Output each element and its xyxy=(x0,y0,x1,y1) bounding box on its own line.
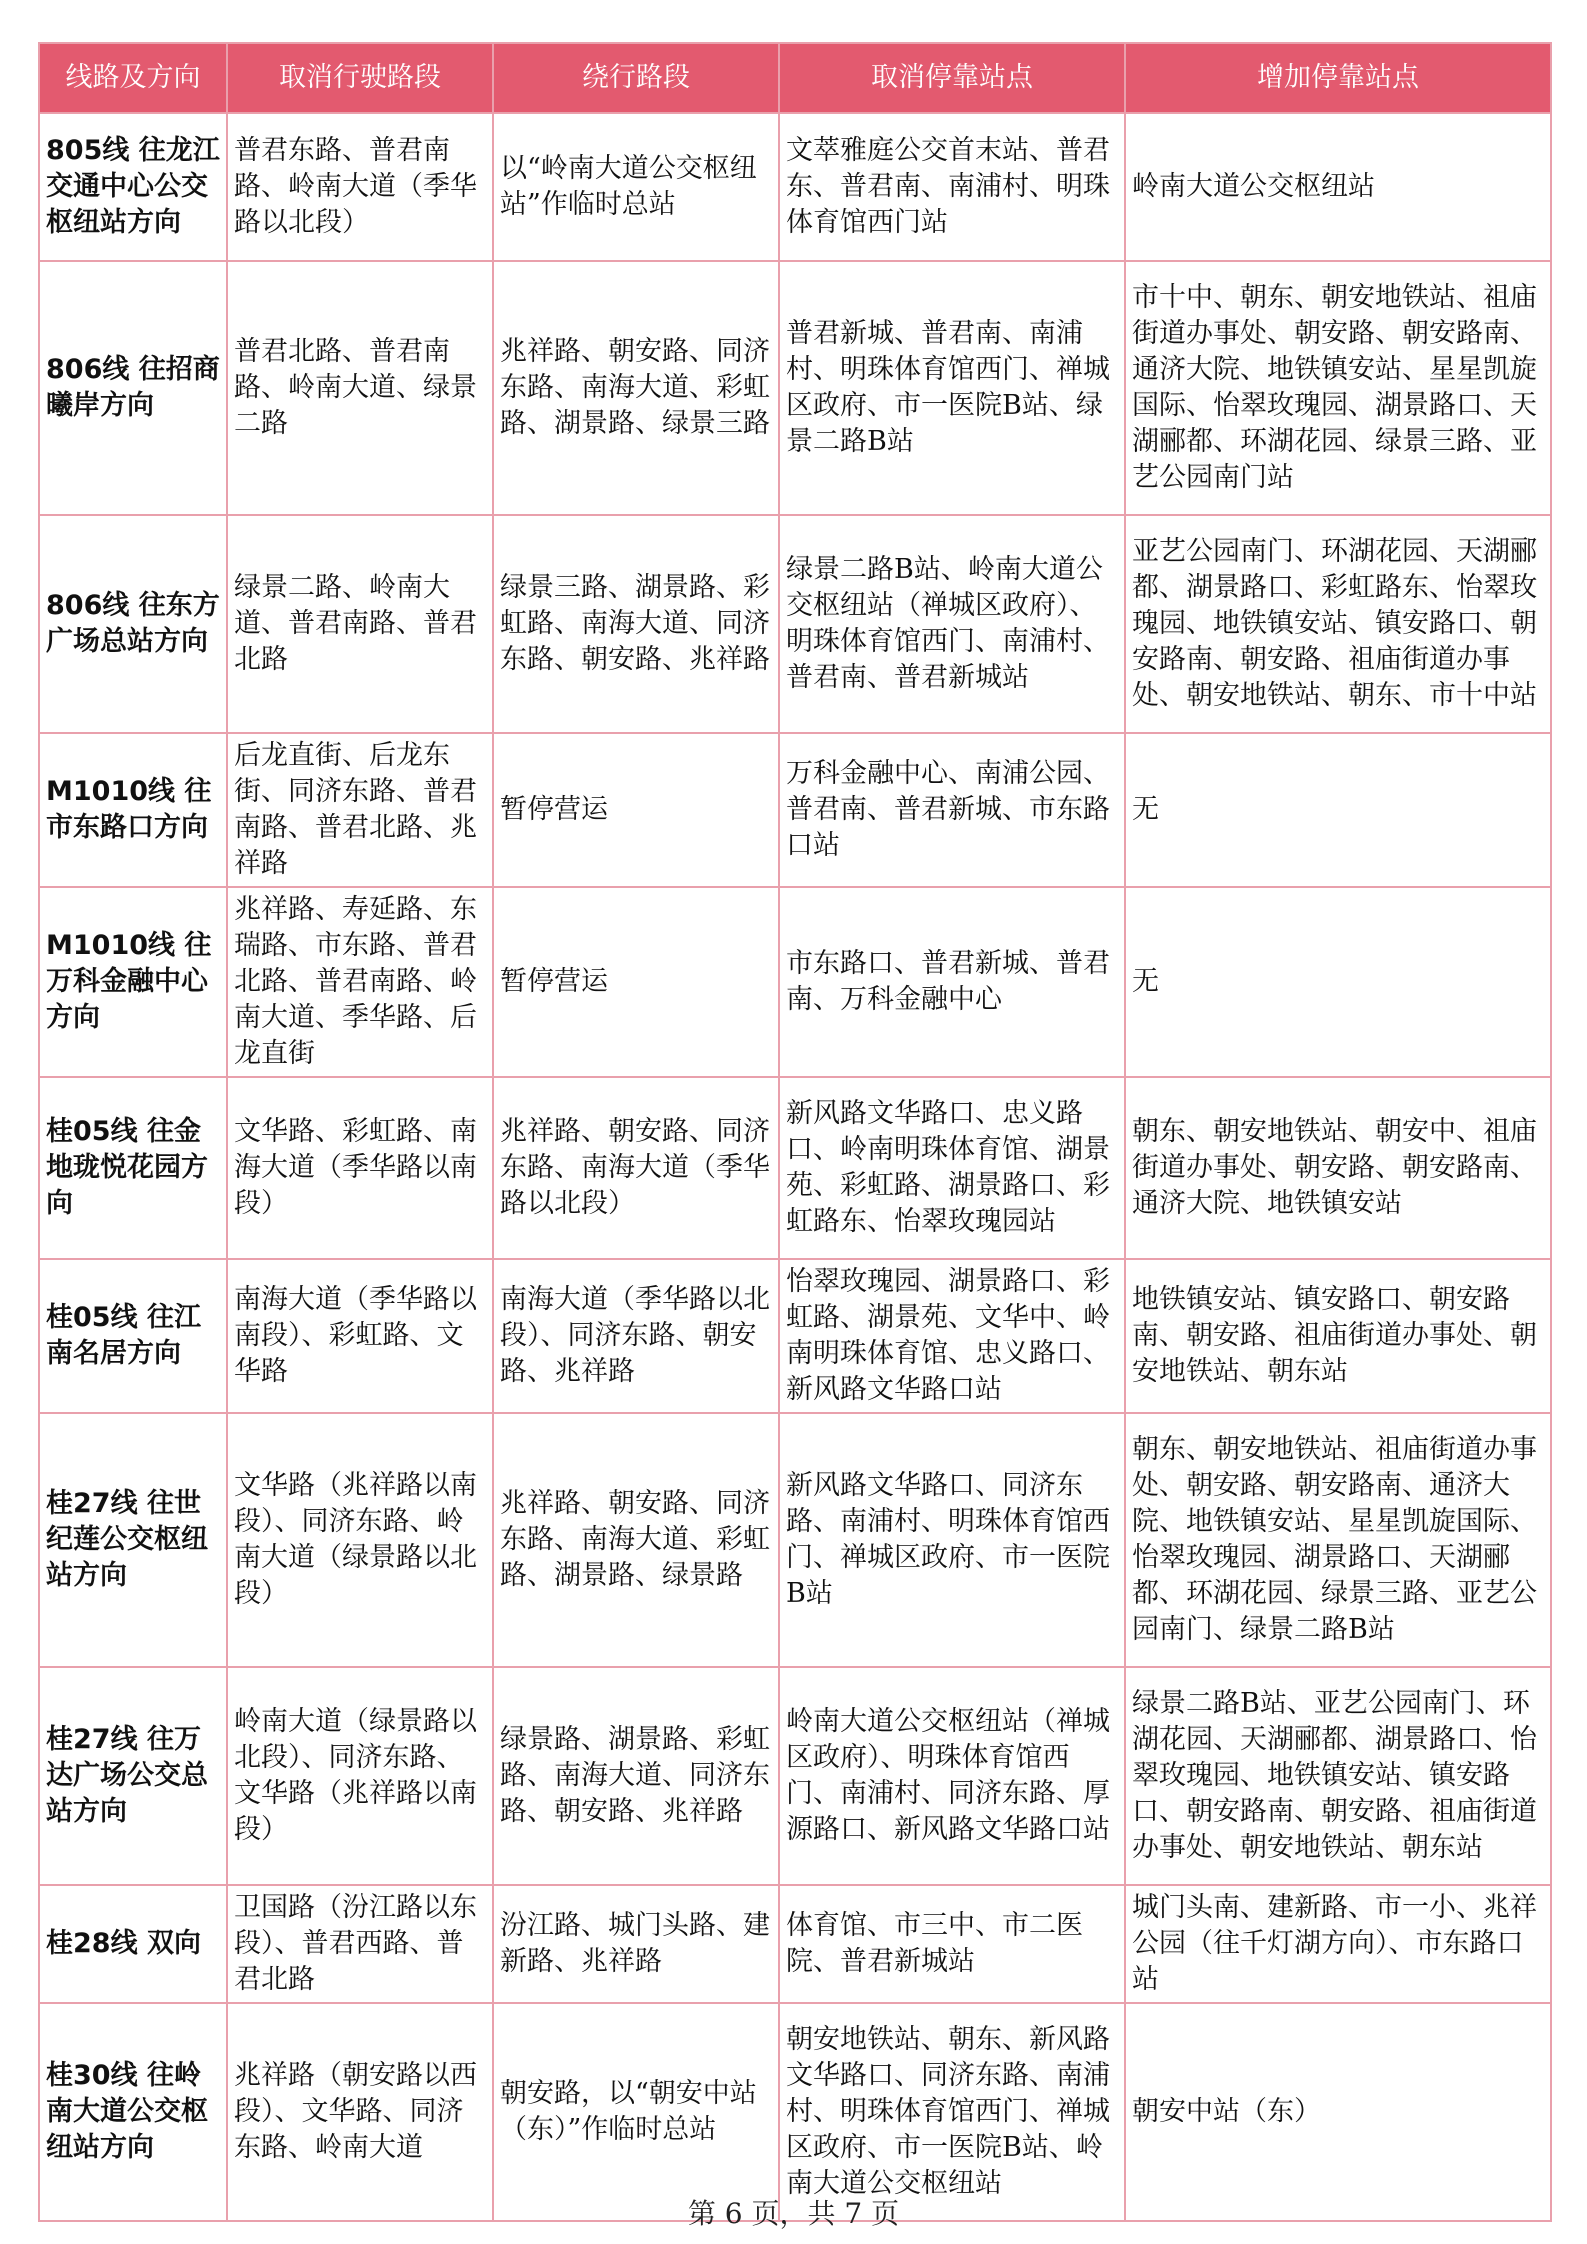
line-direction-cell: 桂05线 往金地珑悦花园方向 xyxy=(39,1077,227,1259)
added-stops-cell: 岭南大道公交枢纽站 xyxy=(1125,113,1551,261)
header-detour-segments: 绕行路段 xyxy=(493,43,779,113)
page-number-footer: 第 6 页，共 7 页 xyxy=(687,2197,900,2230)
cancelled-stops-cell: 万科金融中心、南浦公园、普君南、普君新城、市东路口站 xyxy=(779,733,1125,887)
added-stops-cell: 无 xyxy=(1125,887,1551,1077)
table-row xyxy=(39,1667,1551,1885)
added-stops-cell: 朝东、朝安地铁站、祖庙街道办事处、朝安路、朝安路南、通济大院、地铁镇安站、星星凯旋国际、怡翠玫瑰园、湖景路口、天湖郦都、环湖花园、绿景三路、亚艺公园南门、绿景二路B站 xyxy=(1125,1413,1551,1667)
cancelled-segments-cell: 普君东路、普君南路、岭南大道（季华路以北段） xyxy=(227,113,493,261)
line-direction-cell: 806线 往招商曦岸方向 xyxy=(39,261,227,515)
added-stops-cell: 绿景二路B站、亚艺公园南门、环湖花园、天湖郦都、湖景路口、怡翠玫瑰园、地铁镇安站、镇安路口、朝安路南、朝安路、祖庙街道办事处、朝安地铁站、朝东站 xyxy=(1125,1667,1551,1885)
detour-segments-cell: 绿景三路、湖景路、彩虹路、南海大道、同济东路、朝安路、兆祥路 xyxy=(493,515,779,733)
table-row xyxy=(39,261,1551,515)
detour-segments-cell: 兆祥路、朝安路、同济东路、南海大道、彩虹路、湖景路、绿景路 xyxy=(493,1413,779,1667)
cancelled-segments-cell: 文华路（兆祥路以南段）、同济东路、岭南大道（绿景路以北段） xyxy=(227,1413,493,1667)
cancelled-stops-cell: 新风路文华路口、同济东路、南浦村、明珠体育馆西门、禅城区政府、市一医院B站 xyxy=(779,1413,1125,1667)
cancelled-segments-cell: 南海大道（季华路以南段）、彩虹路、文华路 xyxy=(227,1259,493,1413)
detour-segments-cell: 暂停营运 xyxy=(493,887,779,1077)
table-row xyxy=(39,1413,1551,1667)
detour-segments-cell: 汾江路、城门头路、建新路、兆祥路 xyxy=(493,1885,779,2003)
line-direction-cell: 桂05线 往江南名居方向 xyxy=(39,1259,227,1413)
added-stops-cell: 朝安中站（东） xyxy=(1125,2003,1551,2221)
cancelled-segments-cell: 卫国路（汾江路以东段）、普君西路、普君北路 xyxy=(227,1885,493,2003)
detour-segments-cell: 绿景路、湖景路、彩虹路、南海大道、同济东路、朝安路、兆祥路 xyxy=(493,1667,779,1885)
detour-segments-cell: 暂停营运 xyxy=(493,733,779,887)
line-direction-cell: M1010线 往万科金融中心方向 xyxy=(39,887,227,1077)
added-stops-cell: 地铁镇安站、镇安路口、朝安路南、朝安路、祖庙街道办事处、朝安地铁站、朝东站 xyxy=(1125,1259,1551,1413)
detour-segments-cell: 兆祥路、朝安路、同济东路、南海大道、彩虹路、湖景路、绿景三路 xyxy=(493,261,779,515)
cancelled-stops-cell: 普君新城、普君南、南浦村、明珠体育馆西门、禅城区政府、市一医院B站、绿景二路B站 xyxy=(779,261,1125,515)
added-stops-cell: 亚艺公园南门、环湖花园、天湖郦都、湖景路口、彩虹路东、怡翠玫瑰园、地铁镇安站、镇安路口、朝安路南、朝安路、祖庙街道办事处、朝安地铁站、朝东、市十中站 xyxy=(1125,515,1551,733)
cancelled-stops-cell: 市东路口、普君新城、普君南、万科金融中心 xyxy=(779,887,1125,1077)
cancelled-segments-cell: 后龙直街、后龙东街、同济东路、普君南路、普君北路、兆祥路 xyxy=(227,733,493,887)
cancelled-segments-cell: 文华路、彩虹路、南海大道（季华路以南段） xyxy=(227,1077,493,1259)
line-direction-cell: 桂28线 双向 xyxy=(39,1885,227,2003)
cancelled-stops-cell: 朝安地铁站、朝东、新风路文华路口、同济东路、南浦村、明珠体育馆西门、禅城区政府、市一医院B站、岭南大道公交枢纽站 xyxy=(779,2003,1125,2221)
cancelled-segments-cell: 岭南大道（绿景路以北段）、同济东路、文华路（兆祥路以南段） xyxy=(227,1667,493,1885)
line-direction-cell: M1010线 往市东路口方向 xyxy=(39,733,227,887)
added-stops-cell: 城门头南、建新路、市一小、兆祥公园（往千灯湖方向）、市东路口站 xyxy=(1125,1885,1551,2003)
cancelled-stops-cell: 体育馆、市三中、市二医院、普君新城站 xyxy=(779,1885,1125,2003)
detour-segments-cell: 兆祥路、朝安路、同济东路、南海大道（季华路以北段） xyxy=(493,1077,779,1259)
detour-segments-cell: 南海大道（季华路以北段）、同济东路、朝安路、兆祥路 xyxy=(493,1259,779,1413)
header-added-stops: 增加停靠站点 xyxy=(1125,43,1551,113)
added-stops-cell: 无 xyxy=(1125,733,1551,887)
table-header-row xyxy=(39,43,1551,113)
cancelled-stops-cell: 文萃雅庭公交首末站、普君东、普君南、南浦村、明珠体育馆西门站 xyxy=(779,113,1125,261)
header-line-direction: 线路及方向 xyxy=(39,43,227,113)
table-row xyxy=(39,515,1551,733)
table-row xyxy=(39,2003,1551,2221)
cancelled-segments-cell: 绿景二路、岭南大道、普君南路、普君北路 xyxy=(227,515,493,733)
cancelled-stops-cell: 怡翠玫瑰园、湖景路口、彩虹路、湖景苑、文华中、岭南明珠体育馆、忠义路口、新风路文华路口站 xyxy=(779,1259,1125,1413)
line-direction-cell: 桂27线 往万达广场公交总站方向 xyxy=(39,1667,227,1885)
line-direction-cell: 806线 往东方广场总站方向 xyxy=(39,515,227,733)
line-direction-cell: 桂27线 往世纪莲公交枢纽站方向 xyxy=(39,1413,227,1667)
line-direction-cell: 805线 往龙江交通中心公交枢纽站方向 xyxy=(39,113,227,261)
table-row xyxy=(39,887,1551,1077)
table-row xyxy=(39,113,1551,261)
added-stops-cell: 市十中、朝东、朝安地铁站、祖庙街道办事处、朝安路、朝安路南、通济大院、地铁镇安站、星星凯旋国际、怡翠玫瑰园、湖景路口、天湖郦都、环湖花园、绿景三路、亚艺公园南门站 xyxy=(1125,261,1551,515)
header-cancelled-segments: 取消行驶路段 xyxy=(227,43,493,113)
cancelled-stops-cell: 岭南大道公交枢纽站（禅城区政府）、明珠体育馆西门、南浦村、同济东路、厚源路口、新风路文华路口站 xyxy=(779,1667,1125,1885)
route-detour-table xyxy=(38,42,1552,2222)
table-row xyxy=(39,1885,1551,2003)
detour-segments-cell: 朝安路，以“朝安中站（东）”作临时总站 xyxy=(493,2003,779,2221)
line-direction-cell: 桂30线 往岭南大道公交枢纽站方向 xyxy=(39,2003,227,2221)
cancelled-segments-cell: 兆祥路、寿延路、东瑞路、市东路、普君北路、普君南路、岭南大道、季华路、后龙直街 xyxy=(227,887,493,1077)
cancelled-stops-cell: 新风路文华路口、忠义路口、岭南明珠体育馆、湖景苑、彩虹路、湖景路口、彩虹路东、怡翠玫瑰园站 xyxy=(779,1077,1125,1259)
cancelled-stops-cell: 绿景二路B站、岭南大道公交枢纽站（禅城区政府）、明珠体育馆西门、南浦村、普君南、普君新城站 xyxy=(779,515,1125,733)
cancelled-segments-cell: 兆祥路（朝安路以西段）、文华路、同济东路、岭南大道 xyxy=(227,2003,493,2221)
table-row xyxy=(39,1077,1551,1259)
detour-segments-cell: 以“岭南大道公交枢纽站”作临时总站 xyxy=(493,113,779,261)
table-row xyxy=(39,1259,1551,1413)
header-cancelled-stops: 取消停靠站点 xyxy=(779,43,1125,113)
cancelled-segments-cell: 普君北路、普君南路、岭南大道、绿景二路 xyxy=(227,261,493,515)
added-stops-cell: 朝东、朝安地铁站、朝安中、祖庙街道办事处、朝安路、朝安路南、通济大院、地铁镇安站 xyxy=(1125,1077,1551,1259)
table-row xyxy=(39,733,1551,887)
